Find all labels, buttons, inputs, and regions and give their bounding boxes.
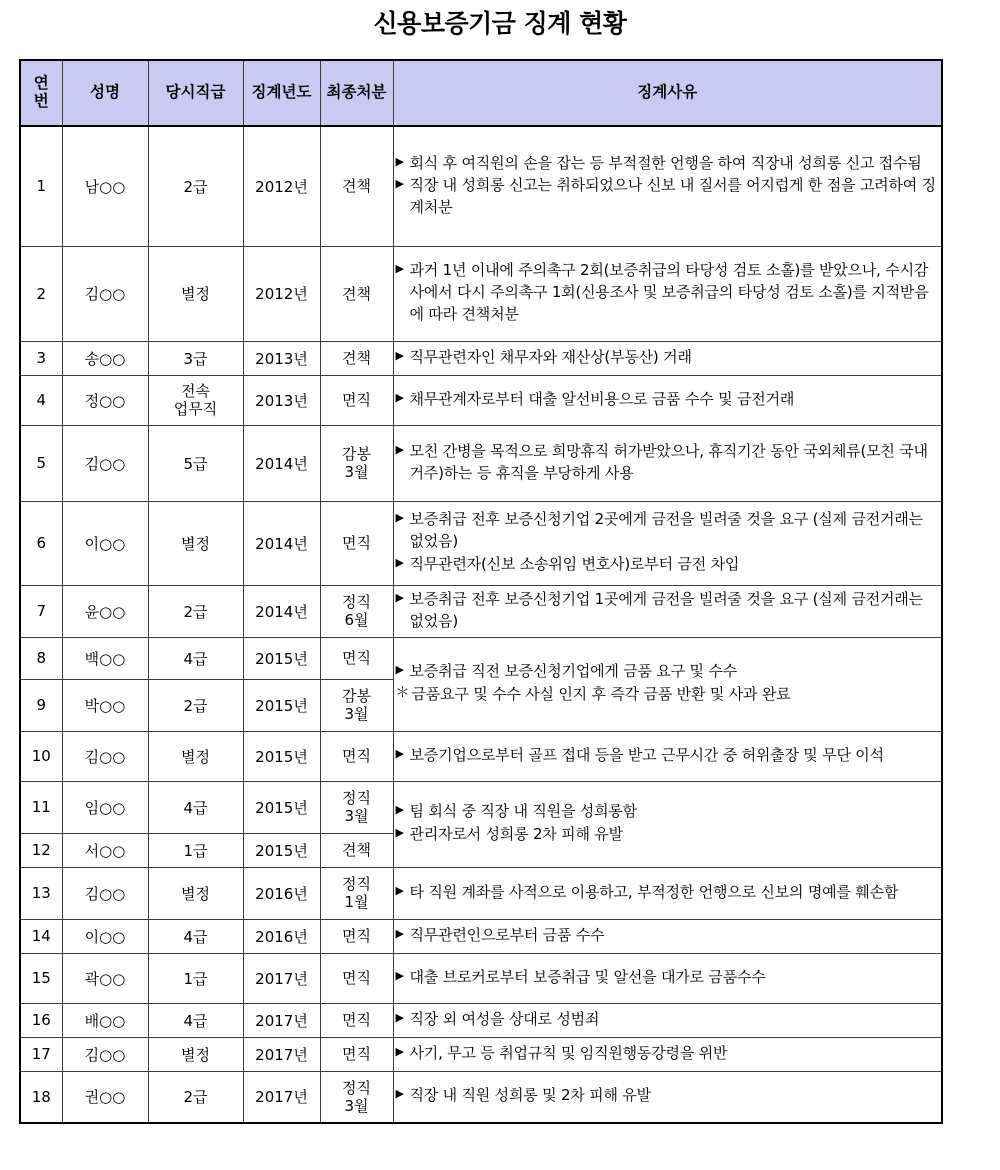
discipline-reason-item [396,925,940,947]
table-row [20,953,942,1003]
cell-sequence-number: 11 [20,781,62,833]
cell-final-action [320,126,393,246]
discipline-reason-item [396,347,940,369]
triangle-bullet-icon: ▶ [395,154,404,168]
discipline-reason-item [396,882,940,904]
discipline-reason-item [396,554,940,576]
cell-discipline-reason [393,637,942,731]
cell-discipline-reason [393,919,942,953]
table-row [20,585,942,637]
cell-discipline-year: 2012년 [243,126,320,246]
discipline-reason-text: 직무관련자인 채무자와 재산상(부동산) 거래 [409,347,692,366]
discipline-reason-text: 직무관련인으로부터 금품 수수 [409,925,605,944]
cell-employee-name: 서○○ [62,833,148,867]
cell-discipline-year: 2016년 [243,867,320,919]
discipline-reason-item [396,441,940,485]
cell-discipline-year: 2017년 [243,1071,320,1123]
cell-sequence-number: 18 [20,1071,62,1123]
triangle-bullet-icon: ▶ [395,663,404,677]
cell-employee-name: 이○○ [62,501,148,585]
column-header-action [320,60,393,126]
discipline-reason-item [396,967,940,989]
triangle-bullet-icon: ▶ [395,1087,404,1101]
cell-discipline-year: 2015년 [243,679,320,731]
cell-final-action [320,246,393,341]
cell-discipline-reason [393,781,942,867]
cell-discipline-reason [393,1003,942,1037]
column-header-no [20,60,62,126]
cell-discipline-year: 2014년 [243,501,320,585]
triangle-bullet-icon: ▶ [395,1010,404,1024]
discipline-reason-text: 보증취급 전후 보증신청기업 2곳에게 금전을 빌려줄 것을 요구 (실제 금전거래는 없었음) [409,510,923,551]
cell-discipline-year: 2014년 [243,585,320,637]
cell-sequence-number: 10 [20,731,62,781]
cell-final-action [320,637,393,679]
cell-final-action-line: 3월 [344,463,369,481]
cell-final-action-line: 정직 [342,593,371,611]
column-header-rank [148,60,243,126]
discipline-table [19,59,943,1124]
cell-rank: 2급 [148,585,243,637]
column-header-reason [393,60,942,126]
cell-rank: 1급 [148,833,243,867]
cell-final-action-line: 면직 [342,747,371,765]
discipline-reason-text: 보증기업으로부터 골프 접대 등을 받고 근무시간 중 허위출장 및 무단 이석 [409,745,884,764]
cell-sequence-number: 6 [20,501,62,585]
cell-rank: 4급 [148,637,243,679]
table-row [20,919,942,953]
cell-final-action-line: 정직 [342,1078,371,1097]
cell-discipline-reason [393,1071,942,1123]
cell-discipline-year: 2015년 [243,781,320,833]
cell-discipline-year: 2016년 [243,919,320,953]
cell-rank-line: 업무직 [173,400,218,418]
discipline-reason-text: 직장 외 여성을 상대로 성범죄 [409,1009,600,1028]
cell-employee-name: 백○○ [62,637,148,679]
cell-discipline-reason [393,953,942,1003]
cell-discipline-year: 2015년 [243,637,320,679]
triangle-bullet-icon: ▶ [395,442,404,456]
triangle-bullet-icon: ▶ [395,262,404,276]
discipline-reason-text: 팀 회식 중 직장 내 직원을 성희롱함 [409,802,637,821]
discipline-reason-text: 대출 브로커로부터 보증취급 및 알선을 대가로 금품수수 [409,967,766,986]
cell-final-action [320,425,393,501]
cell-discipline-reason [393,425,942,501]
cell-discipline-reason [393,1037,942,1071]
cell-discipline-reason [393,246,942,341]
cell-rank: 1급 [148,953,243,1003]
cell-employee-name: 권○○ [62,1071,148,1123]
cell-employee-name: 곽○○ [62,953,148,1003]
discipline-reason-text: 직장 내 성희롱 신고는 취하되었으나 신보 내 질서를 어지럽게 한 점을 고려하여 징계처분 [409,176,936,217]
triangle-bullet-icon: ▶ [395,590,404,604]
discipline-reason-text: 채무관계자로부터 대출 알선비용으로 금품 수수 및 금전거래 [409,389,795,408]
table-container [19,59,941,1124]
table-row [20,246,942,341]
triangle-bullet-icon: ▶ [395,511,404,525]
table-header [20,60,942,126]
column-header-line: 처분 [356,83,387,102]
discipline-reason-item [396,1009,940,1031]
cell-rank: 2급 [148,1071,243,1123]
triangle-bullet-icon: ▶ [395,348,404,362]
discipline-reason-text: 과거 1년 이내에 주의촉구 2회(보증취급의 타당성 검토 소홀)를 받았으나, 수시감사에서 다시 주의촉구 1회(신용조사 및 보증취급의 타당성 검토 소홀)를 지적받음에 따라 견책처분 [409,261,929,323]
cell-sequence-number: 4 [20,375,62,425]
cell-employee-name: 김○○ [62,731,148,781]
cell-discipline-year: 2017년 [243,953,320,1003]
cell-employee-name: 남○○ [62,126,148,246]
column-header-line: 성명 [90,83,120,102]
cell-sequence-number: 7 [20,585,62,637]
cell-employee-name: 임○○ [62,781,148,833]
cell-final-action [320,679,393,731]
cell-final-action-line: 견책 [342,284,371,303]
cell-employee-name: 정○○ [62,375,148,425]
column-header-line: 직급 [195,83,226,102]
cell-rank-line: 전속 [181,382,210,400]
cell-sequence-number: 13 [20,867,62,919]
cell-final-action-line: 감봉 [342,687,371,705]
cell-discipline-reason [393,501,942,585]
cell-sequence-number: 5 [20,425,62,501]
cell-final-action [320,781,393,833]
cell-sequence-number: 8 [20,637,62,679]
cell-final-action [320,1003,393,1037]
column-header-year [243,60,320,126]
discipline-reason-item [396,745,940,767]
cell-rank: 별정 [148,867,243,919]
table-row [20,731,942,781]
discipline-reason-text: 회식 후 여직원의 손을 잡는 등 부적절한 언행을 하여 직장내 성희롱 신고 접수됨 [409,153,922,172]
table-row [20,126,942,246]
column-header-line: 연 [33,74,49,93]
cell-rank: 3급 [148,341,243,375]
cell-final-action-line: 3월 [344,1096,369,1115]
triangle-bullet-icon: ▶ [395,1044,404,1058]
cell-discipline-reason [393,126,942,246]
cell-sequence-number: 12 [20,833,62,867]
discipline-reason-item [396,1085,940,1107]
triangle-bullet-icon: ▶ [395,968,404,982]
table-row [20,1003,942,1037]
triangle-bullet-icon: ▶ [395,390,404,404]
cell-final-action [320,501,393,585]
table-row [20,341,942,375]
triangle-bullet-icon: ▶ [395,883,404,897]
triangle-bullet-icon: ▶ [395,826,404,839]
table-row [20,867,942,919]
cell-final-action [320,731,393,781]
header-row [20,60,942,126]
cell-discipline-year: 2013년 [243,341,320,375]
cell-employee-name: 김○○ [62,1037,148,1071]
cell-final-action-line: 견책 [342,349,371,367]
cell-final-action [320,585,393,637]
discipline-reason-item [396,1043,940,1065]
page-title: 신용보증기금 징계 현황 [373,9,627,38]
discipline-reason-text: 타 직원 계좌를 사적으로 이용하고, 부적정한 언행으로 신보의 명예를 훼손함 [409,882,899,901]
discipline-reason-text: 직장 내 직원 성희롱 및 2차 피해 유발 [409,1086,651,1105]
discipline-reason-text: 모친 간병을 목적으로 희망휴직 허가받았으나, 휴직기간 동안 국외체류(모친 국내거주)하는 등 휴직을 부당하게 사용 [409,441,928,482]
discipline-reason-item [396,175,940,219]
discipline-reason-item [396,801,940,823]
asterisk-marker-icon: ＊ [395,685,410,701]
cell-employee-name: 이○○ [62,919,148,953]
cell-employee-name: 박○○ [62,679,148,731]
cell-final-action-line: 견책 [342,841,371,859]
table-row [20,1071,942,1123]
triangle-bullet-icon: ▶ [395,555,404,569]
cell-rank: 별정 [148,1037,243,1071]
cell-final-action [320,867,393,919]
cell-discipline-year: 2012년 [243,246,320,341]
cell-final-action-line: 견책 [342,177,371,196]
cell-sequence-number: 2 [20,246,62,341]
table-row [20,637,942,679]
cell-discipline-year: 2014년 [243,425,320,501]
discipline-reason-item [396,260,940,325]
cell-rank: 4급 [148,781,243,833]
discipline-reason-item [396,684,940,706]
cell-sequence-number: 16 [20,1003,62,1037]
cell-final-action-line: 정직 [342,875,371,893]
cell-sequence-number: 17 [20,1037,62,1071]
discipline-reason-text: 직무관련자(신보 소송위임 변호사)로부터 금전 차입 [409,554,740,573]
table-row [20,1037,942,1071]
cell-sequence-number: 9 [20,679,62,731]
cell-final-action-line: 3월 [344,807,369,825]
cell-final-action-line: 6월 [344,611,369,629]
cell-employee-name: 윤○○ [62,585,148,637]
cell-final-action [320,919,393,953]
cell-final-action-line: 면직 [342,1045,371,1063]
discipline-reason-item [396,661,940,683]
table-row [20,501,942,585]
cell-final-action-line: 1월 [344,893,369,911]
cell-discipline-reason [393,731,942,781]
cell-final-action-line: 면직 [342,969,371,987]
cell-discipline-year: 2013년 [243,375,320,425]
column-header-name [62,60,148,126]
column-header-line: 최종 [326,83,357,102]
cell-rank: 별정 [148,501,243,585]
cell-discipline-year: 2017년 [243,1003,320,1037]
column-header-line: 번 [33,92,49,110]
cell-rank [148,375,243,425]
triangle-bullet-icon: ▶ [395,177,404,191]
table-row [20,781,942,833]
cell-rank: 2급 [148,126,243,246]
discipline-reason-text: 사기, 무고 등 취업규칙 및 임직원행동강령을 위반 [409,1043,728,1062]
cell-final-action [320,953,393,1003]
triangle-bullet-icon: ▶ [395,803,404,817]
cell-discipline-year: 2015년 [243,731,320,781]
cell-sequence-number: 3 [20,341,62,375]
cell-discipline-reason [393,341,942,375]
discipline-reason-item [396,589,940,633]
cell-final-action [320,833,393,867]
cell-final-action-line: 면직 [342,391,371,409]
column-header-line: 당시 [165,83,196,102]
table-row [20,375,942,425]
cell-employee-name: 송○○ [62,341,148,375]
cell-employee-name: 김○○ [62,867,148,919]
table-body [20,126,942,1123]
cell-final-action [320,1071,393,1123]
cell-rank: 별정 [148,246,243,341]
cell-rank: 4급 [148,919,243,953]
cell-employee-name: 배○○ [62,1003,148,1037]
discipline-reason-item [396,824,940,846]
cell-sequence-number: 15 [20,953,62,1003]
cell-discipline-reason [393,867,942,919]
cell-final-action [320,1037,393,1071]
cell-sequence-number: 14 [20,919,62,953]
discipline-reason-text: 관리자로서 성희롱 2차 피해 유발 [409,825,623,843]
cell-discipline-reason [393,375,942,425]
cell-final-action-line: 면직 [342,927,371,945]
column-header-line: 징계사유 [637,83,698,102]
cell-final-action-line: 정직 [342,789,371,807]
discipline-reason-text: 보증취급 직전 보증신청기업에게 금품 요구 및 수수 [409,662,738,681]
discipline-reason-text: 보증취급 전후 보증신청기업 1곳에게 금전을 빌려줄 것을 요구 (실제 금전거래는 없었음) [409,589,923,630]
cell-sequence-number: 1 [20,126,62,246]
cell-final-action [320,341,393,375]
table-row [20,425,942,501]
cell-rank: 4급 [148,1003,243,1037]
cell-rank: 2급 [148,679,243,731]
cell-final-action-line: 3월 [344,705,369,723]
cell-final-action-line: 감봉 [342,445,371,463]
cell-discipline-reason [393,585,942,637]
cell-rank: 5급 [148,425,243,501]
triangle-bullet-icon: ▶ [395,746,404,760]
triangle-bullet-icon: ▶ [395,926,404,940]
discipline-reason-item [396,153,940,175]
cell-discipline-year: 2015년 [243,833,320,867]
discipline-reason-text: 금품요구 및 수수 사실 인지 후 즉각 금품 반환 및 사과 완료 [411,685,791,703]
cell-final-action-line: 면직 [342,1011,371,1029]
discipline-reason-item [396,389,940,411]
cell-rank: 별정 [148,731,243,781]
cell-employee-name: 김○○ [62,425,148,501]
column-header-line: 징계 [251,83,282,102]
discipline-reason-item [396,509,940,553]
cell-final-action-line: 면직 [342,649,371,667]
cell-employee-name: 김○○ [62,246,148,341]
cell-final-action-line: 면직 [342,534,371,552]
column-header-line: 년도 [281,83,312,102]
cell-final-action [320,375,393,425]
cell-discipline-year: 2017년 [243,1037,320,1071]
